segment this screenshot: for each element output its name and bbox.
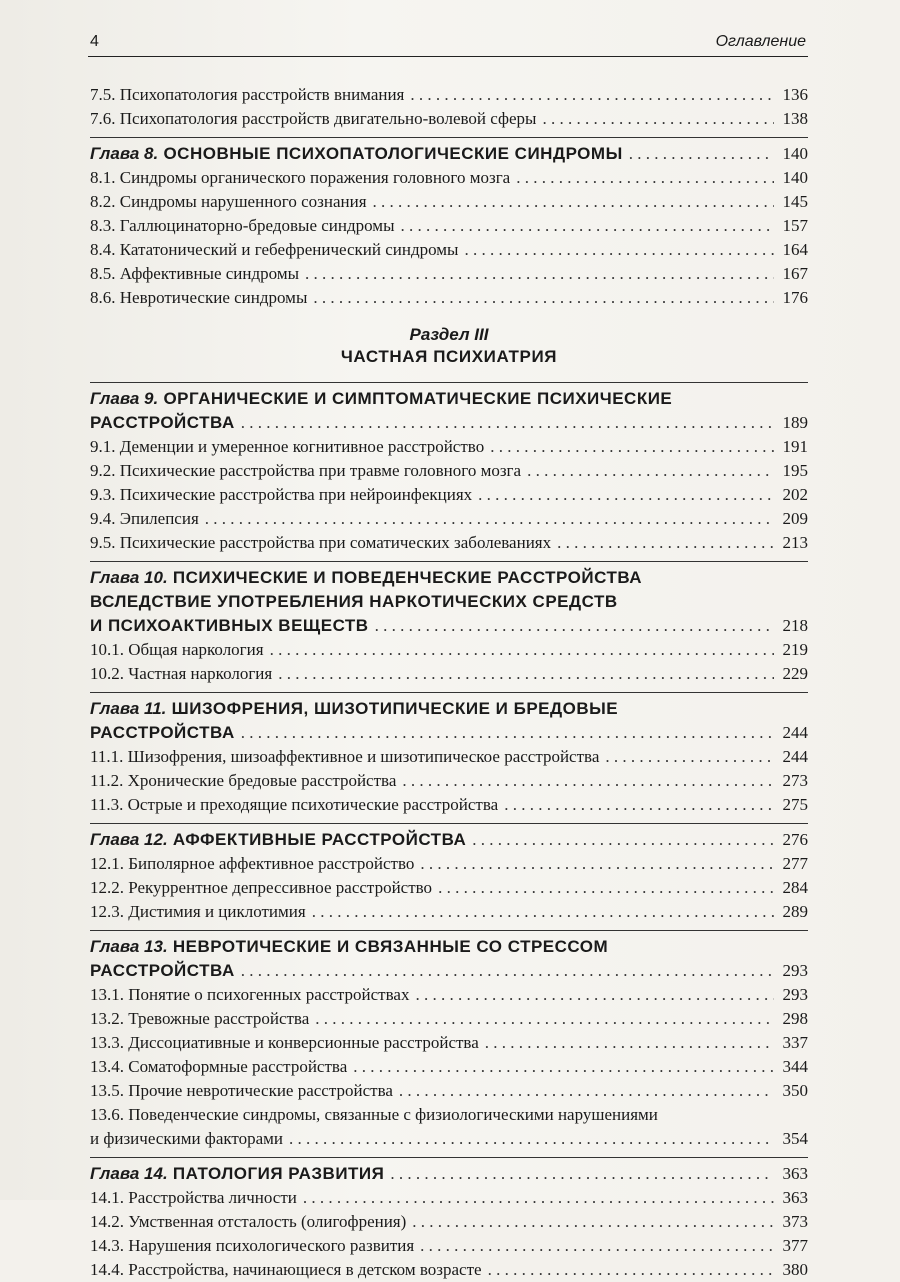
entry-page: 289 bbox=[782, 902, 808, 921]
toc-entry bbox=[90, 983, 808, 1007]
entry-number: 9.4. bbox=[90, 509, 116, 528]
entry-number: 11.3. bbox=[90, 795, 124, 814]
chapter-page: 276 bbox=[782, 830, 808, 849]
toc-entry bbox=[90, 262, 808, 286]
entry-page: 219 bbox=[782, 640, 808, 659]
entry-page: 354 bbox=[782, 1129, 808, 1148]
entry-page: 293 bbox=[782, 985, 808, 1004]
dot-leader bbox=[557, 531, 774, 555]
toc-entry bbox=[90, 662, 808, 686]
entry-page: 157 bbox=[782, 216, 808, 235]
chapter-heading bbox=[90, 721, 808, 745]
entry-page: 229 bbox=[782, 664, 808, 683]
chapter-title: ОСНОВНЫЕ ПСИХОПАТОЛОГИЧЕСКИЕ СИНДРОМЫ bbox=[163, 144, 623, 163]
toc-entry bbox=[90, 638, 808, 662]
entry-number: 12.2. bbox=[90, 878, 124, 897]
chapter-page: 244 bbox=[782, 723, 808, 742]
entry-page: 380 bbox=[782, 1260, 808, 1279]
entry-title: Невротические синдромы bbox=[119, 288, 308, 307]
entry-title: Психические расстройства при соматических заболеваниях bbox=[119, 533, 552, 552]
entry-number: 13.5. bbox=[90, 1081, 124, 1100]
dot-leader bbox=[438, 876, 774, 900]
dot-leader bbox=[485, 1031, 774, 1055]
entry-page: 213 bbox=[782, 533, 808, 552]
dot-leader bbox=[490, 435, 774, 459]
dot-leader bbox=[313, 286, 774, 310]
chapter-title-cont: РАССТРОЙСТВА bbox=[90, 961, 235, 980]
entry-number: 11.2. bbox=[90, 771, 124, 790]
dot-leader bbox=[241, 959, 774, 983]
entry-title: Поведенческие синдромы, связанные с физиологическими нарушениями bbox=[128, 1105, 658, 1124]
dot-leader bbox=[472, 828, 774, 852]
dot-leader bbox=[289, 1127, 774, 1151]
entry-title: Психопатология расстройств двигательно-волевой сферы bbox=[119, 109, 537, 128]
chapter-heading bbox=[90, 614, 808, 638]
chapter-label: Глава 10. bbox=[90, 568, 168, 587]
entry-page: 145 bbox=[782, 192, 808, 211]
entry-number: 8.2. bbox=[90, 192, 116, 211]
chapter-label: Глава 8. bbox=[90, 144, 159, 163]
entry-number: 8.1. bbox=[90, 168, 116, 187]
entry-page: 350 bbox=[782, 1081, 808, 1100]
chapter-heading bbox=[90, 411, 808, 435]
entry-title: Синдромы нарушенного сознания bbox=[119, 192, 367, 211]
entry-page: 277 bbox=[782, 854, 808, 873]
entry-title: Биполярное аффективное расстройство bbox=[128, 854, 415, 873]
entry-number: 12.1. bbox=[90, 854, 124, 873]
section-heading bbox=[90, 324, 808, 368]
chapter-heading-line bbox=[90, 387, 808, 411]
toc-entry bbox=[90, 1186, 808, 1210]
entry-title: Понятие о психогенных расстройствах bbox=[128, 985, 410, 1004]
chapter-label: Глава 13. bbox=[90, 937, 168, 956]
chapter-title-cont: И ПСИХОАКТИВНЫХ ВЕЩЕСТВ bbox=[90, 616, 369, 635]
chapter-page: 293 bbox=[782, 961, 808, 980]
entry-title: Деменции и умеренное когнитивное расстройство bbox=[119, 437, 485, 456]
dot-leader bbox=[542, 107, 774, 131]
dot-leader bbox=[315, 1007, 774, 1031]
toc-entry bbox=[90, 286, 808, 310]
entry-number: 14.2. bbox=[90, 1212, 124, 1231]
dot-leader bbox=[312, 900, 774, 924]
entry-title: Соматоформные расстройства bbox=[128, 1057, 348, 1076]
chapter-page: 363 bbox=[782, 1164, 808, 1183]
section-title: ЧАСТНАЯ ПСИХИАТРИЯ bbox=[340, 347, 558, 366]
entry-number: 7.5. bbox=[90, 85, 116, 104]
dot-leader bbox=[412, 1210, 774, 1234]
chapter-label: Глава 12. bbox=[90, 830, 168, 849]
entry-number: 9.5. bbox=[90, 533, 116, 552]
dot-leader bbox=[410, 83, 774, 107]
toc-entry bbox=[90, 435, 808, 459]
entry-title: Острые и преходящие психотические расстройства bbox=[127, 795, 499, 814]
entry-number: 14.4. bbox=[90, 1260, 124, 1279]
chapter-title-cont: РАССТРОЙСТВА bbox=[90, 413, 235, 432]
entry-number: 9.2. bbox=[90, 461, 116, 480]
chapter-page: 140 bbox=[782, 144, 808, 163]
dot-leader bbox=[464, 238, 774, 262]
chapter-page: 189 bbox=[782, 413, 808, 432]
chapter-label: Глава 9. bbox=[90, 389, 159, 408]
chapter-title-cont: РАССТРОЙСТВА bbox=[90, 723, 235, 742]
entry-page: 244 bbox=[782, 747, 808, 766]
dot-leader bbox=[373, 190, 774, 214]
entry-page: 275 bbox=[782, 795, 808, 814]
toc-entry bbox=[90, 1007, 808, 1031]
dot-leader bbox=[420, 1234, 774, 1258]
entry-title: Психические расстройства при травме головного мозга bbox=[119, 461, 522, 480]
entry-title: Дистимия и циклотимия bbox=[128, 902, 306, 921]
entry-title: Расстройства личности bbox=[128, 1188, 297, 1207]
page-number: 4 bbox=[90, 33, 99, 50]
dot-leader bbox=[399, 1079, 774, 1103]
entry-number: 10.1. bbox=[90, 640, 124, 659]
toc-entry bbox=[90, 1031, 808, 1055]
entry-title: Прочие невротические расстройства bbox=[128, 1081, 393, 1100]
entry-number: 11.1. bbox=[90, 747, 124, 766]
table-of-contents bbox=[90, 83, 808, 1282]
toc-entry bbox=[90, 83, 808, 107]
entry-page: 140 bbox=[782, 168, 808, 187]
entry-title: Эпилепсия bbox=[119, 509, 199, 528]
dot-leader bbox=[278, 662, 774, 686]
chapter-heading bbox=[90, 142, 808, 166]
dot-leader bbox=[270, 638, 774, 662]
toc-entry bbox=[90, 238, 808, 262]
entry-page: 167 bbox=[782, 264, 808, 283]
entry-page: 273 bbox=[782, 771, 808, 790]
entry-title: Нарушения психологического развития bbox=[128, 1236, 415, 1255]
toc-entry bbox=[90, 793, 808, 817]
entry-number: 8.4. bbox=[90, 240, 116, 259]
dot-leader bbox=[305, 262, 774, 286]
toc-entry bbox=[90, 1210, 808, 1234]
toc-entry bbox=[90, 1055, 808, 1079]
chapter-title: АФФЕКТИВНЫЕ РАССТРОЙСТВА bbox=[172, 830, 467, 849]
entry-page: 176 bbox=[782, 288, 808, 307]
dot-leader bbox=[488, 1258, 774, 1282]
dot-leader bbox=[629, 142, 774, 166]
dot-leader bbox=[504, 793, 774, 817]
entry-number: 14.1. bbox=[90, 1188, 124, 1207]
dot-leader bbox=[527, 459, 774, 483]
toc-entry-line bbox=[90, 1103, 808, 1127]
entry-title: Психические расстройства при нейроинфекциях bbox=[119, 485, 473, 504]
entry-title: Кататонический и гебефренический синдромы bbox=[119, 240, 459, 259]
dot-leader bbox=[353, 1055, 774, 1079]
entry-title: Расстройства, начинающиеся в детском возрасте bbox=[128, 1260, 482, 1279]
entry-number: 8.5. bbox=[90, 264, 116, 283]
dot-leader bbox=[241, 721, 774, 745]
dot-leader bbox=[402, 769, 774, 793]
entry-title: Частная наркология bbox=[128, 664, 273, 683]
dot-leader bbox=[516, 166, 774, 190]
entry-number: 13.1. bbox=[90, 985, 124, 1004]
toc-entry bbox=[90, 214, 808, 238]
section-label: Раздел III bbox=[409, 325, 489, 344]
entry-title: Общая наркология bbox=[128, 640, 264, 659]
entry-page: 191 bbox=[782, 437, 808, 456]
entry-number: 8.3. bbox=[90, 216, 116, 235]
toc-entry bbox=[90, 1079, 808, 1103]
toc-entry bbox=[90, 876, 808, 900]
chapter-title: ПАТОЛОГИЯ РАЗВИТИЯ bbox=[172, 1164, 385, 1183]
entry-number: 12.3. bbox=[90, 902, 124, 921]
dot-leader bbox=[420, 852, 774, 876]
toc-entry bbox=[90, 483, 808, 507]
entry-title: Рекуррентное депрессивное расстройство bbox=[128, 878, 433, 897]
entry-page: 209 bbox=[782, 509, 808, 528]
entry-number: 13.6. bbox=[90, 1105, 124, 1124]
dot-leader bbox=[401, 214, 775, 238]
chapter-heading-line bbox=[90, 566, 808, 590]
entry-page: 337 bbox=[782, 1033, 808, 1052]
toc-entry bbox=[90, 1258, 808, 1282]
toc-entry bbox=[90, 1234, 808, 1258]
dot-leader bbox=[375, 614, 774, 638]
chapter-label: Глава 14. bbox=[90, 1164, 168, 1183]
toc-entry bbox=[90, 190, 808, 214]
entry-title: Диссоциативные и конверсионные расстройства bbox=[128, 1033, 479, 1052]
chapter-title: НЕВРОТИЧЕСКИЕ И СВЯЗАННЫЕ СО СТРЕССОМ bbox=[172, 937, 609, 956]
chapter-title: ОРГАНИЧЕСКИЕ И СИМПТОМАТИЧЕСКИЕ ПСИХИЧЕСКИЕ bbox=[163, 389, 673, 408]
entry-number: 9.1. bbox=[90, 437, 116, 456]
running-header bbox=[88, 30, 808, 57]
entry-page: 284 bbox=[782, 878, 808, 897]
entry-number: 9.3. bbox=[90, 485, 116, 504]
entry-page: 202 bbox=[782, 485, 808, 504]
dot-leader bbox=[241, 411, 774, 435]
chapter-heading bbox=[90, 828, 808, 852]
chapter-heading-line bbox=[90, 697, 808, 721]
toc-entry bbox=[90, 769, 808, 793]
toc-entry bbox=[90, 900, 808, 924]
entry-page: 377 bbox=[782, 1236, 808, 1255]
entry-title-cont: и физическими факторами bbox=[90, 1129, 284, 1148]
chapter-heading bbox=[90, 1162, 808, 1186]
dot-leader bbox=[605, 745, 774, 769]
entry-title: Шизофрения, шизоаффективное и шизотипическое расстройства bbox=[127, 747, 600, 766]
entry-page: 195 bbox=[782, 461, 808, 480]
toc-entry bbox=[90, 507, 808, 531]
chapter-heading-line bbox=[90, 935, 808, 959]
entry-page: 136 bbox=[782, 85, 808, 104]
chapter-label: Глава 11. bbox=[90, 699, 167, 718]
entry-title: Умственная отсталость (олигофрения) bbox=[128, 1212, 407, 1231]
entry-page: 138 bbox=[782, 109, 808, 128]
dot-leader bbox=[205, 507, 774, 531]
toc-entry bbox=[90, 531, 808, 555]
running-title: Оглавление bbox=[715, 33, 806, 50]
toc-entry bbox=[90, 852, 808, 876]
entry-title: Хронические бредовые расстройства bbox=[127, 771, 397, 790]
entry-number: 13.3. bbox=[90, 1033, 124, 1052]
entry-page: 363 bbox=[782, 1188, 808, 1207]
entry-number: 13.4. bbox=[90, 1057, 124, 1076]
chapter-title: ПСИХИЧЕСКИЕ И ПОВЕДЕНЧЕСКИЕ РАССТРОЙСТВА bbox=[172, 568, 643, 587]
dot-leader bbox=[478, 483, 774, 507]
toc-entry bbox=[90, 459, 808, 483]
entry-number: 13.2. bbox=[90, 1009, 124, 1028]
toc-entry bbox=[90, 745, 808, 769]
entry-number: 10.2. bbox=[90, 664, 124, 683]
entry-page: 164 bbox=[782, 240, 808, 259]
toc-entry bbox=[90, 107, 808, 131]
entry-number: 14.3. bbox=[90, 1236, 124, 1255]
chapter-page: 218 bbox=[782, 616, 808, 635]
toc-entry bbox=[90, 166, 808, 190]
chapter-heading-line: ВСЛЕДСТВИЕ УПОТРЕБЛЕНИЯ НАРКОТИЧЕСКИХ СРЕДСТВ bbox=[90, 592, 618, 611]
entry-title: Тревожные расстройства bbox=[128, 1009, 310, 1028]
chapter-title: ШИЗОФРЕНИЯ, ШИЗОТИПИЧЕСКИЕ И БРЕДОВЫЕ bbox=[171, 699, 619, 718]
entry-title: Психопатология расстройств внимания bbox=[119, 85, 405, 104]
entry-title: Синдромы органического поражения головного мозга bbox=[119, 168, 511, 187]
entry-number: 7.6. bbox=[90, 109, 116, 128]
entry-number: 8.6. bbox=[90, 288, 116, 307]
entry-page: 344 bbox=[782, 1057, 808, 1076]
entry-page: 373 bbox=[782, 1212, 808, 1231]
entry-page: 298 bbox=[782, 1009, 808, 1028]
entry-title: Аффективные синдромы bbox=[119, 264, 300, 283]
dot-leader bbox=[415, 983, 774, 1007]
dot-leader bbox=[303, 1186, 774, 1210]
chapter-heading bbox=[90, 959, 808, 983]
dot-leader bbox=[390, 1162, 774, 1186]
toc-entry bbox=[90, 1127, 808, 1151]
entry-title: Галлюцинаторно-бредовые синдромы bbox=[119, 216, 395, 235]
